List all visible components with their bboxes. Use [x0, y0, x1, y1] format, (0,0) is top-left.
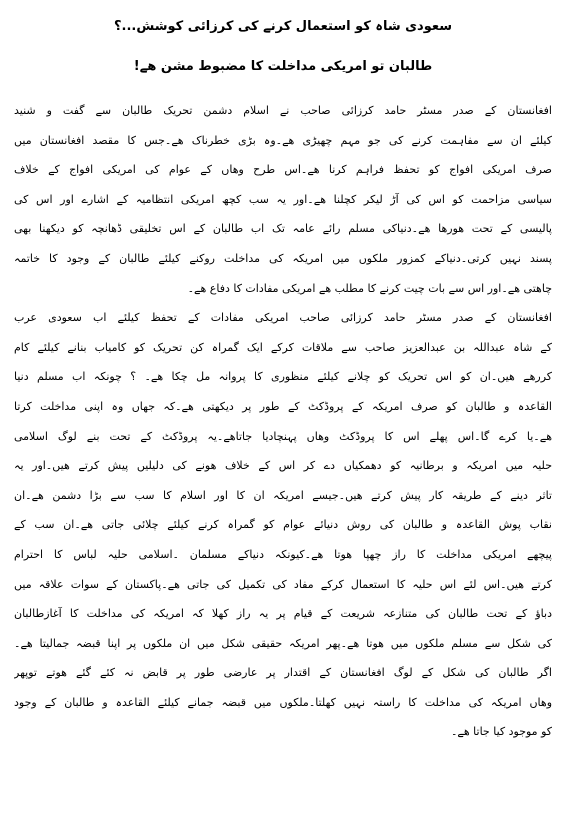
headline: سعودی شاہ کو استعمال کرنے کی کرزائی کوشش...؟ — [114, 19, 452, 34]
text-line: نقاب پوش القاعدہ و طالبان کی روش دنیائے عوام کو گمراہ کرنے کیلئے چلائی جاتی ھے۔ان سب کے — [14, 518, 552, 532]
subheadline: طالبان تو امریکی مداخلت کا مضبوط مشن ھے! — [133, 59, 433, 74]
text-line: حلیہ میں امریکہ و برطانیہ کو دھمکیاں دے کر اس کے خلاف ھونے کی دلیلیں پیش کرتے ھیں۔اور یہ — [14, 459, 552, 473]
text-line: صرف امریکی افواج کو تحفظ فراہم کرنا ھے۔اس طرح وھاں کے عوام کی امریکی افواج کے خلاف — [14, 163, 552, 177]
text-line: افغانستان کے صدر مسٹر حامد کرزائی صاحب نے اسلام دشمن تحریک طالبان سے گفت و شنید — [14, 104, 552, 117]
article-body — [14, 96, 552, 747]
text-line: کے شاہ عبداللہ بن عبدالعزیز صاحب سے ملاقات کرکے ایک گمراہ کن تحریک کو کامیاب بنانے کیلئے کام — [14, 340, 552, 354]
text-line: تاثر دینے کے طریقہ کار پیش کرتے ھیں۔جیسے امریکہ ان کا اور اسلام کا سب سے بڑا دشمن ھے۔ان — [14, 488, 552, 502]
text-line: القاعدہ و طالبان کو صرف امریکہ کے پروڈکٹ کے طور پر دیکھتی ھے۔کہ جھاں وہ اپنی مداخلت کرتا — [14, 399, 552, 413]
text-line: پالیسی کے تحت ھورھا ھے۔دنیاکی مسلم رائے عامہ تک اب طالبان کے اس تخلیقی ڈھانچہ کو دیکھنا بھی — [14, 222, 552, 236]
text-line: افغانستان کے صدر مسٹر حامد کرزائی صاحب امریکی مفادات کے تحفظ کیلئے اب سعودی عرب — [14, 311, 552, 325]
text-line: اگر طالبان کی شکل کے لوگ افغانستان کے اقتدار پر عارضی طور پر قابض نہ کئے گئے ھوتے توپھر — [14, 666, 552, 680]
text-line: کررھے ھیں۔ان کو اس تحریک کو چلانے کیلئے منظوری کا پروانہ مل چکا ھے۔ ؟ چونکہ اب مسلم دنیا — [14, 370, 552, 384]
text-line: ھے۔یا کرے گا۔اس پھلے اس کا پروڈکٹ وھاں پہنچادیا جاتاھے۔یہ پروڈکٹ کے تحت بنے لوگ اسلامی — [14, 429, 552, 443]
text-line: کرتے ھیں۔اس لئے اس حلیہ کا استعمال کرکے مفاد کی تکمیل کی جاتی ھے۔پاکستان کے سوات علاقہ میں — [14, 577, 552, 591]
text-line: پیچھے امریکی مداخلت کا راز چھپا ھوتا ھے۔کیونکہ دنیاکے مسلمان ۔اسلامی حلیہ لباس کا احترام — [14, 547, 552, 561]
text-line: چاھتی ھے۔اور اس سے بات چیت کرنے کا مطلب ھے امریکی مفادات کا دفاع ھے۔ — [187, 281, 552, 295]
text-line: کی شکل سے مسلم ملکوں میں ھوتا ھے۔پھر امریکہ حقیقی شکل میں ان ملکوں پر اپنا قبضہ جمالیتا ھے۔ — [14, 636, 552, 650]
text-line: کیلئے ان سے مفاہمت کرنے کی جو مہم چھیڑی ھے۔وہ بڑی خطرناک ھے۔جس کا مقصد افغانستان میں — [14, 133, 552, 147]
text-line: وھاں امریکہ کی مداخلت کا راستہ نہیں کھلتا۔ملکوں میں قبضہ جمانے کیلئے القاعدہ و طالبان کے وجود — [14, 695, 552, 709]
text-line: کو موجود کیا جاتا ھے۔ — [450, 725, 552, 739]
text-line: پسند نہیں کرتی۔دنیاکے کمزور ملکوں میں امریکہ کی مداخلت روکنے کیلئے طالبان کے وجود کا خاتمہ — [14, 251, 552, 265]
text-line: سیاسی مزاحمت کو اس کی آڑ لیکر کچلنا ھے۔اور یہ سب کچھ امریکی انتظامیہ کے اشارے اور اس کی — [14, 192, 552, 206]
text-line: دباؤ کے تحت طالبان کی متنازعہ شریعت کے قیام پر یہ راز کھلا کہ امریکہ کی مداخلت کا آغازطالبان — [14, 607, 552, 621]
